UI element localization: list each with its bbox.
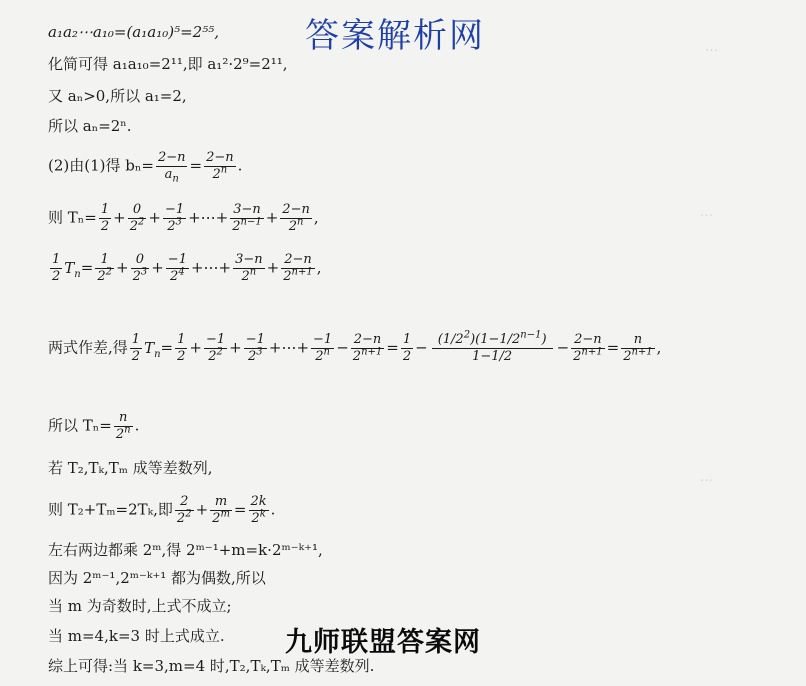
solution-line-10: 若 T₂,Tₖ,Tₘ 成等差数列, — [48, 459, 213, 477]
fraction: $\frac{2-n}{a_n}$ — [157, 150, 186, 185]
solution-line-7: $\frac{1}{2}$ $T_n=$ $\frac{1}{2^2}$ + $\frac{0}{2^3}$ + $\frac{-1}{2^4}$ +⋯+ $\frac{3-n}{2^n}$ + $\frac{2-n}{2^{n+1}}$ , — [52, 252, 322, 284]
solution-line-9: 所以 Tₙ= $\frac{n}{2^n}$ . — [48, 410, 140, 442]
fraction: $\frac{2-n}{2^n}$ — [206, 150, 234, 182]
line-8-prefix: 两式作差,得 — [48, 338, 128, 357]
solution-line-4: 所以 aₙ=2ⁿ. — [48, 117, 132, 135]
solution-line-3: 又 aₙ>0,所以 a₁=2, — [48, 87, 187, 105]
line-5-prefix: (2)由(1)得 bₙ= — [48, 156, 154, 175]
solution-line-13: 因为 2ᵐ⁻¹,2ᵐ⁻ᵏ⁺¹ 都为偶数,所以 — [48, 569, 266, 587]
line-6-prefix: 则 Tₙ= — [48, 208, 97, 227]
solution-line-12: 左右两边都乘 2ᵐ,得 2ᵐ⁻¹+m=k·2ᵐ⁻ᵏ⁺¹, — [48, 541, 323, 559]
bleed-through-text: … — [700, 205, 713, 220]
watermark-bottom: 九师联盟答案网 — [285, 627, 481, 658]
solution-line-15: 当 m=4,k=3 时上式成立. — [48, 627, 225, 645]
bleed-through-text: … — [700, 470, 713, 485]
solution-line-1: a₁a₂⋯a₁₀=(a₁a₁₀)⁵=2⁵⁵, — [48, 23, 219, 41]
solution-line-8: 两式作差,得 $\frac{1}{2}$ $T_n=$ $\frac{1}{2}$ + $\frac{-1}{2^2}$ + $\frac{-1}{2^3}$ +⋯+ $\frac{-1}{2^n}$ − $\frac{2-n}{2^{n+1}}$ = $\frac{1}{2}$ − $\frac{(1/2^2)(1-1/2^{n-1})}{1-1/2}$ − $\frac{2-n}{2^{n+1}}$ = $\frac{n}{2^{n+1}}$ , — [48, 329, 662, 364]
solution-line-16: 综上可得:当 k=3,m=4 时,T₂,Tₖ,Tₘ 成等差数列. — [48, 657, 375, 675]
solution-line-11: 则 T₂+Tₘ=2Tₖ,即 $\frac{2}{2^2}$ + $\frac{m}{2^m}$ = $\frac{2k}{2^k}$ . — [48, 494, 276, 526]
line-9-prefix: 所以 Tₙ= — [48, 416, 112, 435]
solution-line-6: 则 Tₙ= $\frac{1}{2}$ + $\frac{0}{2^2}$ + $\frac{-1}{2^3}$ +⋯+ $\frac{3-n}{2^{n-1}}$ + $\frac{2-n}{2^n}$ , — [48, 202, 319, 234]
solution-line-5: (2)由(1)得 bₙ= $\frac{2-n}{a_n}$ = $\frac{2-n}{2^n}$ . — [48, 150, 243, 185]
solution-line-2: 化简可得 a₁a₁₀=2¹¹,即 a₁²·2⁹=2¹¹, — [48, 55, 288, 73]
solution-line-14: 当 m 为奇数时,上式不成立; — [48, 597, 232, 615]
watermark-top: 答案解析网 — [305, 16, 485, 56]
line-11-prefix: 则 T₂+Tₘ=2Tₖ,即 — [48, 500, 173, 519]
bleed-through-text: … — [705, 40, 718, 55]
